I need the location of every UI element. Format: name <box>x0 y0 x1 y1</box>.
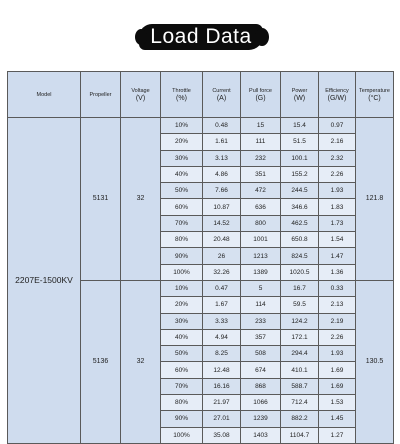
current-cell: 3.13 <box>203 150 241 166</box>
header-current-label: Current <box>212 87 231 94</box>
header-propeller-label: Propeller <box>89 91 112 98</box>
temperature-cell: 130.5 <box>356 280 394 443</box>
header-temperature-unit: (°C) <box>368 94 381 102</box>
efficiency-cell: 1.27 <box>319 427 356 443</box>
throttle-cell: 70% <box>161 215 203 231</box>
page-title <box>0 0 400 62</box>
throttle-cell: 80% <box>161 395 203 411</box>
power-cell: 294.4 <box>281 346 319 362</box>
throttle-cell: 60% <box>161 362 203 378</box>
pull-force-cell: 636 <box>241 199 281 215</box>
efficiency-cell: 1.54 <box>319 232 356 248</box>
power-cell: 410.1 <box>281 362 319 378</box>
current-cell: 35.08 <box>203 427 241 443</box>
pull-force-cell: 1403 <box>241 427 281 443</box>
throttle-cell: 20% <box>161 297 203 313</box>
power-cell: 1020.5 <box>281 264 319 280</box>
efficiency-cell: 2.26 <box>319 166 356 182</box>
efficiency-cell: 2.19 <box>319 313 356 329</box>
header-current <box>203 72 241 118</box>
power-cell: 59.5 <box>281 297 319 313</box>
pull-force-cell: 5 <box>241 280 281 296</box>
throttle-cell: 30% <box>161 313 203 329</box>
power-cell: 16.7 <box>281 280 319 296</box>
pull-force-cell: 800 <box>241 215 281 231</box>
current-cell: 26 <box>203 248 241 264</box>
header-power <box>281 72 319 118</box>
throttle-cell: 100% <box>161 427 203 443</box>
throttle-cell: 50% <box>161 346 203 362</box>
efficiency-cell: 2.26 <box>319 329 356 345</box>
current-cell: 7.66 <box>203 183 241 199</box>
propeller-cell: 5131 <box>81 118 121 281</box>
pull-force-cell: 1213 <box>241 248 281 264</box>
throttle-cell: 80% <box>161 232 203 248</box>
power-cell: 882.2 <box>281 411 319 427</box>
current-cell: 10.87 <box>203 199 241 215</box>
power-cell: 155.2 <box>281 166 319 182</box>
pull-force-cell: 1239 <box>241 411 281 427</box>
pull-force-cell: 674 <box>241 362 281 378</box>
power-cell: 588.7 <box>281 378 319 394</box>
current-cell: 4.86 <box>203 166 241 182</box>
power-cell: 124.2 <box>281 313 319 329</box>
current-cell: 3.33 <box>203 313 241 329</box>
efficiency-cell: 1.83 <box>319 199 356 215</box>
current-cell: 27.01 <box>203 411 241 427</box>
throttle-cell: 10% <box>161 280 203 296</box>
power-cell: 650.8 <box>281 232 319 248</box>
header-power-label: Power <box>291 87 308 94</box>
efficiency-cell: 2.16 <box>319 134 356 150</box>
throttle-cell: 40% <box>161 329 203 345</box>
header-model <box>8 72 81 118</box>
pull-force-cell: 114 <box>241 297 281 313</box>
power-cell: 824.5 <box>281 248 319 264</box>
temperature-cell: 121.8 <box>356 118 394 281</box>
current-cell: 21.97 <box>203 395 241 411</box>
header-efficiency-label: Efficiency <box>325 87 349 94</box>
propeller-cell: 5136 <box>81 280 121 443</box>
model-cell: 2207E-1500KV <box>8 118 81 444</box>
efficiency-cell: 1.93 <box>319 183 356 199</box>
efficiency-cell: 1.73 <box>319 215 356 231</box>
header-current-unit: (A) <box>216 94 227 102</box>
header-temperature-label: Temperature <box>359 87 390 94</box>
throttle-cell: 10% <box>161 118 203 134</box>
current-cell: 4.94 <box>203 329 241 345</box>
efficiency-cell: 2.32 <box>319 150 356 166</box>
current-cell: 32.26 <box>203 264 241 280</box>
table-header-row <box>8 72 394 118</box>
power-cell: 15.4 <box>281 118 319 134</box>
header-throttle-unit: (%) <box>176 94 187 102</box>
current-cell: 0.47 <box>203 280 241 296</box>
throttle-cell: 100% <box>161 264 203 280</box>
throttle-cell: 20% <box>161 134 203 150</box>
pull-force-cell: 1389 <box>241 264 281 280</box>
header-efficiency <box>319 72 356 118</box>
power-cell: 172.1 <box>281 329 319 345</box>
pull-force-cell: 232 <box>241 150 281 166</box>
current-cell: 20.48 <box>203 232 241 248</box>
header-propeller <box>81 72 121 118</box>
efficiency-cell: 0.97 <box>319 118 356 134</box>
throttle-cell: 30% <box>161 150 203 166</box>
pull-force-cell: 1066 <box>241 395 281 411</box>
current-cell: 14.52 <box>203 215 241 231</box>
efficiency-cell: 1.36 <box>319 264 356 280</box>
power-cell: 100.1 <box>281 150 319 166</box>
efficiency-cell: 1.47 <box>319 248 356 264</box>
header-throttle-label: Throttle <box>172 87 191 94</box>
throttle-cell: 40% <box>161 166 203 182</box>
power-cell: 462.5 <box>281 215 319 231</box>
voltage-cell: 32 <box>121 118 161 281</box>
header-power-unit: (W) <box>293 94 306 102</box>
pull-force-cell: 1001 <box>241 232 281 248</box>
header-pull-force-label: Pull force <box>249 87 272 94</box>
header-pull-force-unit: (G) <box>255 94 266 102</box>
header-pull-force <box>241 72 281 118</box>
throttle-cell: 50% <box>161 183 203 199</box>
efficiency-cell: 1.69 <box>319 378 356 394</box>
current-cell: 8.25 <box>203 346 241 362</box>
efficiency-cell: 1.69 <box>319 362 356 378</box>
throttle-cell: 60% <box>161 199 203 215</box>
voltage-cell: 32 <box>121 280 161 443</box>
pull-force-cell: 233 <box>241 313 281 329</box>
efficiency-cell: 2.13 <box>319 297 356 313</box>
pull-force-cell: 357 <box>241 329 281 345</box>
pull-force-cell: 868 <box>241 378 281 394</box>
pull-force-cell: 111 <box>241 134 281 150</box>
efficiency-cell: 1.53 <box>319 395 356 411</box>
efficiency-cell: 0.33 <box>319 280 356 296</box>
pull-force-cell: 351 <box>241 166 281 182</box>
throttle-cell: 90% <box>161 248 203 264</box>
table-row <box>8 118 394 134</box>
efficiency-cell: 1.45 <box>319 411 356 427</box>
pull-force-cell: 15 <box>241 118 281 134</box>
pull-force-cell: 472 <box>241 183 281 199</box>
current-cell: 1.67 <box>203 297 241 313</box>
load-data-table <box>7 71 394 444</box>
current-cell: 12.48 <box>203 362 241 378</box>
power-cell: 346.6 <box>281 199 319 215</box>
current-cell: 1.61 <box>203 134 241 150</box>
header-temperature <box>356 72 394 118</box>
header-throttle <box>161 72 203 118</box>
pull-force-cell: 508 <box>241 346 281 362</box>
power-cell: 51.5 <box>281 134 319 150</box>
header-voltage-label: Voltage <box>131 87 150 94</box>
table-body <box>8 118 394 444</box>
throttle-cell: 90% <box>161 411 203 427</box>
page-title-text: Load Data <box>150 25 252 48</box>
current-cell: 0.48 <box>203 118 241 134</box>
header-efficiency-unit: (G/W) <box>327 94 347 102</box>
header-voltage <box>121 72 161 118</box>
efficiency-cell: 1.93 <box>319 346 356 362</box>
throttle-cell: 70% <box>161 378 203 394</box>
power-cell: 1104.7 <box>281 427 319 443</box>
header-model-label: Model <box>36 91 52 98</box>
power-cell: 712.4 <box>281 395 319 411</box>
power-cell: 244.5 <box>281 183 319 199</box>
current-cell: 16.16 <box>203 378 241 394</box>
header-voltage-unit: (V) <box>135 94 146 102</box>
